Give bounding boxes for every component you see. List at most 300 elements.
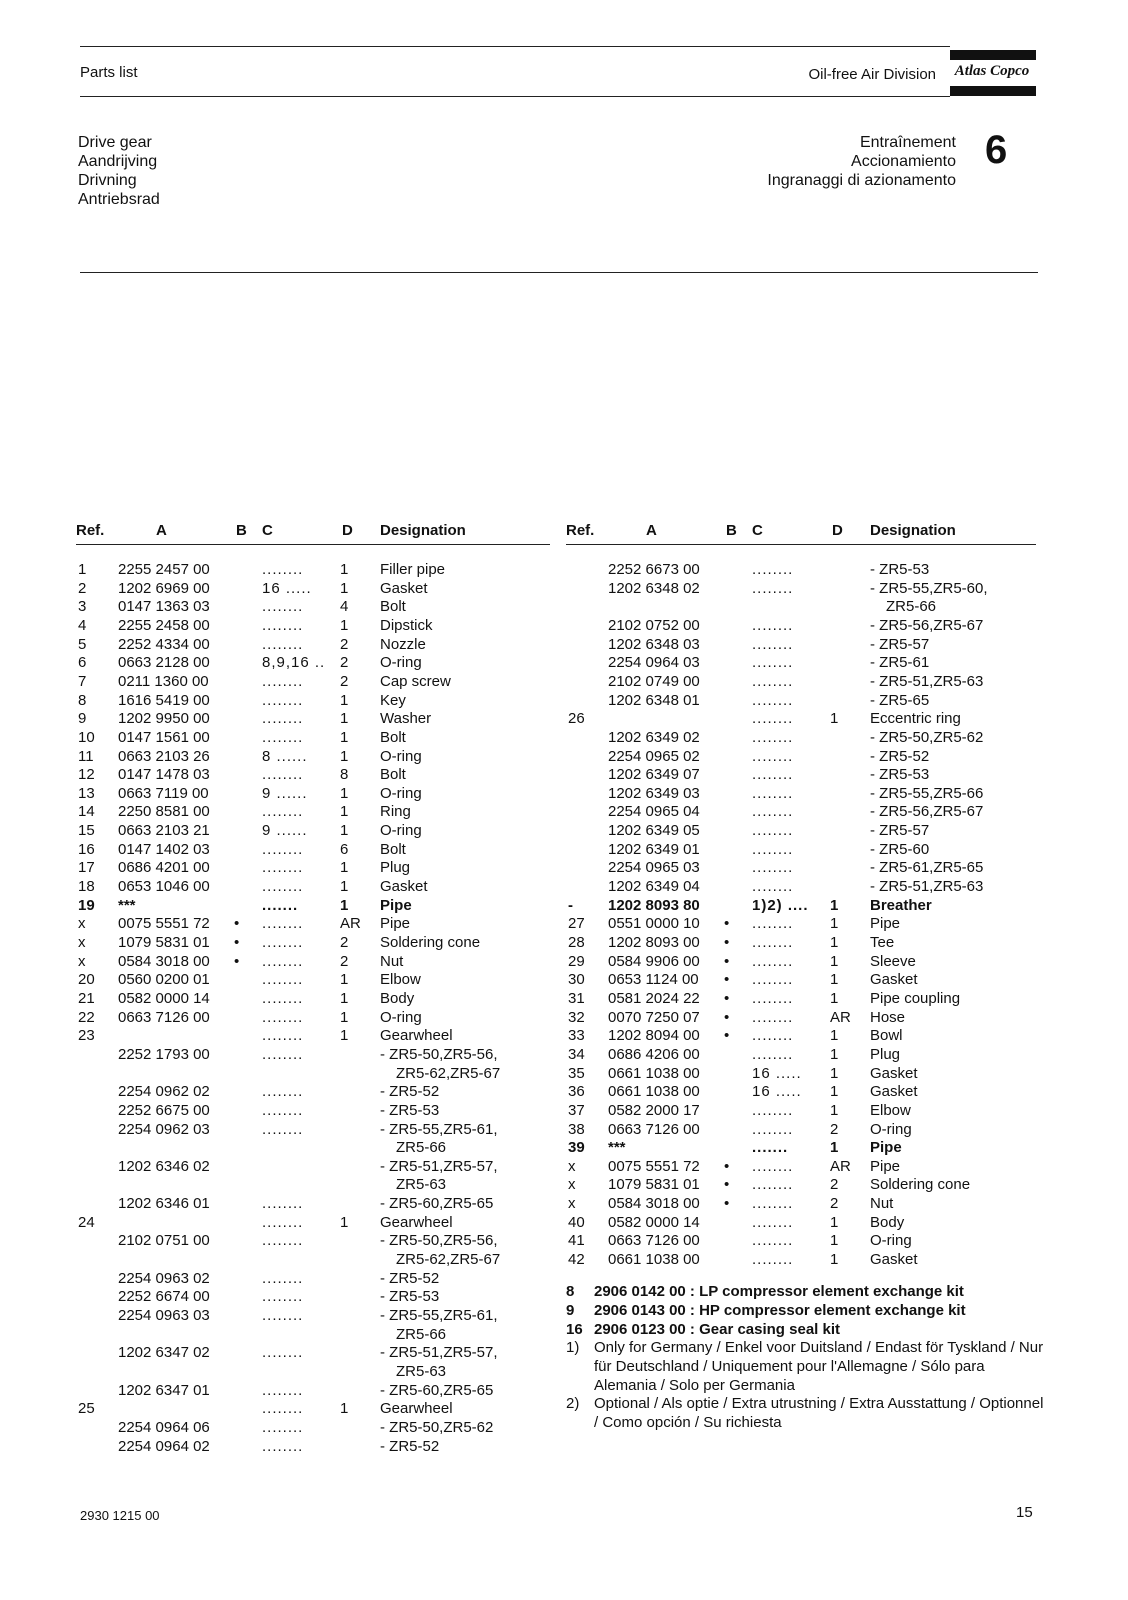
cell-ref: x: [568, 1157, 576, 1175]
cell-c: ........: [752, 691, 794, 709]
cell-a: 2252 4334 00: [118, 635, 210, 653]
title-rule: [80, 272, 1038, 273]
cell-c: ........: [752, 971, 794, 989]
cell-c: ........: [262, 616, 304, 634]
cell-a: 1202 6346 01: [118, 1195, 210, 1213]
cell-d: 1: [340, 971, 349, 989]
table-row: [76, 1120, 546, 1139]
cell-a: 0663 7119 00: [118, 784, 209, 802]
cell-ref: 19: [78, 896, 95, 914]
cell-des: Bowl: [870, 1027, 903, 1045]
cell-d: 2: [340, 934, 349, 951]
cell-a: 0663 2103 21: [118, 822, 210, 840]
column-header-ref: Ref.: [566, 522, 595, 539]
cell-d: 1: [340, 803, 349, 821]
cell-des: Pipe: [380, 896, 412, 914]
cell-a: 2252 6675 00: [118, 1101, 210, 1119]
cell-c: ........: [752, 635, 794, 653]
cell-b: •: [234, 915, 240, 933]
cell-a: 1202 6347 02: [118, 1344, 210, 1362]
cell-des: Body: [870, 1213, 905, 1231]
cell-des: - ZR5-52: [380, 1269, 440, 1287]
table-row: [566, 802, 1036, 821]
right-header-rule: [566, 544, 1036, 545]
cell-des: - ZR5-51,ZR5-57,: [380, 1157, 498, 1175]
cell-ref: 18: [78, 878, 95, 896]
title-line: Accionamiento: [851, 153, 956, 170]
cell-c: ........: [752, 784, 794, 802]
titles-right: [700, 133, 956, 190]
table-row: [566, 1157, 1036, 1176]
column-header-d: D: [342, 522, 353, 539]
table-row: [76, 1082, 546, 1101]
cell-des: Gasket: [870, 1083, 918, 1101]
cell-a: 1202 6346 02: [118, 1157, 210, 1175]
cell-a: 2255 2457 00: [118, 561, 210, 578]
table-row: [566, 970, 1036, 989]
cell-ref: 5: [78, 635, 87, 653]
cell-ref: 11: [78, 747, 94, 765]
cell-c: ........: [262, 989, 304, 1007]
cell-des: O-ring: [380, 654, 422, 672]
column-header-ref: Ref.: [76, 522, 105, 539]
cell-a: 2102 0751 00: [118, 1232, 210, 1250]
cell-ref: 31: [568, 989, 585, 1007]
cell-c: ........: [752, 952, 794, 970]
cell-c: ........: [262, 915, 304, 933]
cell-c: 16 .....: [262, 579, 312, 597]
column-header-a: A: [646, 522, 657, 539]
cell-ref: 24: [78, 1213, 95, 1231]
cell-a: 2254 0964 06: [118, 1418, 210, 1436]
table-row: [76, 672, 546, 691]
cell-c: ........: [262, 635, 304, 653]
cell-c: ........: [752, 822, 794, 840]
titles-left: [78, 133, 160, 209]
cell-c: ........: [752, 1213, 794, 1231]
cell-des: - ZR5-52: [380, 1083, 440, 1101]
cell-a: 1202 6349 07: [608, 766, 700, 784]
table-row: [566, 821, 1036, 840]
cell-des: ZR5-66: [396, 1139, 447, 1157]
doc-number: 2930 1215 00: [80, 1508, 160, 1523]
cell-c: ........: [752, 672, 794, 690]
cell-c: 9 ......: [262, 784, 308, 802]
cell-a: 0661 1038 00: [608, 1064, 700, 1082]
column-header-c: C: [752, 522, 763, 539]
table-row: [76, 840, 546, 859]
table-row: [76, 1269, 546, 1288]
cell-a: 1202 6348 02: [608, 579, 700, 597]
cell-c: ........: [752, 1120, 794, 1138]
cell-c: ........: [262, 598, 304, 616]
table-row: [76, 616, 546, 635]
title-line: Drive gear: [78, 134, 152, 151]
cell-des: Pipe coupling: [870, 989, 961, 1007]
cell-b: •: [724, 1195, 730, 1213]
cell-des: Filler pipe: [380, 561, 446, 578]
cell-des: Plug: [380, 859, 411, 877]
cell-c: ........: [262, 971, 304, 989]
cell-des: Nut: [870, 1195, 894, 1213]
cell-ref: 37: [568, 1101, 585, 1119]
cell-d: 1: [340, 1008, 349, 1026]
cell-d: 1: [830, 915, 839, 933]
cell-a: 2254 0964 02: [118, 1437, 210, 1455]
table-row: [76, 709, 546, 728]
table-row: [76, 1343, 546, 1362]
table-row: [566, 635, 1036, 654]
table-row: [76, 1306, 546, 1325]
cell-des: Gearwheel: [380, 1213, 453, 1231]
table-row: [76, 747, 546, 766]
cell-c: ........: [752, 989, 794, 1007]
cell-c: ........: [262, 1045, 304, 1063]
table-row: [76, 1064, 546, 1083]
cell-ref: x: [78, 934, 86, 951]
cell-c: ........: [262, 1288, 304, 1306]
table-row: [76, 1101, 546, 1120]
cell-c: ........: [262, 1437, 304, 1455]
cell-a: 0582 2000 17: [608, 1101, 700, 1119]
cell-c: ........: [262, 1232, 304, 1250]
cell-d: 1: [830, 710, 839, 728]
table-row: [76, 858, 546, 877]
cell-d: 1: [340, 1400, 349, 1418]
table-row: [566, 840, 1036, 859]
table-row: [566, 952, 1036, 971]
cell-des: - ZR5-57: [870, 822, 930, 840]
cell-a: 1202 8093 80: [608, 896, 700, 914]
cell-des: - ZR5-53: [380, 1288, 440, 1306]
cell-d: 1: [830, 1083, 839, 1101]
cell-des: - ZR5-50,ZR5-56,: [380, 1232, 498, 1250]
cell-c: ........: [262, 728, 304, 746]
cell-c: 8 ......: [262, 747, 308, 765]
cell-d: AR: [830, 1008, 851, 1026]
cell-d: 1: [340, 1027, 349, 1045]
column-header-c: C: [262, 522, 273, 539]
cell-des: Gasket: [380, 878, 428, 896]
cell-a: 0663 2103 26: [118, 747, 210, 765]
cell-d: 1: [340, 616, 349, 634]
footnote-key: 2): [566, 1395, 580, 1412]
cell-d: 1: [830, 1251, 839, 1269]
cell-ref: 16: [78, 840, 95, 858]
table-row: [76, 728, 546, 747]
cell-a: 0584 3018 00: [608, 1195, 700, 1213]
cell-c: 16 .....: [752, 1064, 802, 1082]
cell-a: 0653 1046 00: [118, 878, 210, 896]
cell-d: 1: [340, 579, 349, 597]
title-line: Drivning: [78, 172, 137, 189]
cell-d: 1: [830, 896, 839, 914]
cell-d: 2: [340, 635, 349, 653]
cell-c: ........: [262, 803, 304, 821]
footnote-text: 2906 0142 00 : LP compressor element exchange kit: [594, 1283, 964, 1300]
cell-a: 2102 0749 00: [608, 672, 700, 690]
cell-des: Gasket: [870, 1251, 918, 1269]
table-row: [566, 1008, 1036, 1027]
footnote-text: 2906 0123 00 : Gear casing seal kit: [594, 1321, 840, 1338]
table-row: [566, 1138, 1036, 1157]
table-row: [76, 635, 546, 654]
cell-b: •: [724, 989, 730, 1007]
cell-des: ZR5-62,ZR5-67: [396, 1064, 501, 1082]
table-row: [566, 691, 1036, 710]
cell-a: 0211 1360 00: [118, 672, 209, 690]
cell-a: 2254 0963 03: [118, 1307, 210, 1324]
section-number: 6: [985, 128, 1008, 172]
cell-a: 2254 0965 04: [608, 803, 700, 821]
table-row: [76, 1287, 546, 1306]
cell-des: Bolt: [380, 766, 406, 784]
cell-a: 0560 0200 01: [118, 971, 210, 989]
cell-a: 2254 0964 03: [608, 654, 700, 672]
cell-ref: 10: [78, 728, 95, 746]
cell-ref: 25: [78, 1400, 95, 1418]
cell-b: •: [724, 1176, 730, 1194]
cell-c: ........: [752, 878, 794, 896]
table-row: [76, 1026, 546, 1045]
cell-des: Elbow: [380, 971, 421, 989]
cell-des: - ZR5-61: [870, 654, 930, 672]
cell-ref: 3: [78, 598, 87, 616]
cell-c: 8,9,16 ..: [262, 654, 326, 672]
cell-a: 1202 6349 01: [608, 840, 700, 858]
cell-a: 0147 1402 03: [118, 840, 210, 858]
cell-a: 1202 6349 05: [608, 822, 700, 840]
cell-a: 2254 0965 02: [608, 747, 700, 765]
cell-c: ........: [752, 1232, 794, 1250]
table-row: [76, 1194, 546, 1213]
cell-des: Hose: [870, 1008, 906, 1026]
cell-c: ........: [262, 1120, 304, 1138]
cell-d: 1: [830, 1232, 839, 1250]
cell-des: Pipe: [870, 1157, 901, 1175]
title-line: Aandrijving: [78, 153, 158, 170]
table-row: [566, 597, 1036, 616]
cell-d: AR: [830, 1157, 851, 1175]
cell-c: ........: [262, 1400, 304, 1418]
table-row: [566, 579, 1036, 598]
column-header-d: D: [832, 522, 843, 539]
cell-d: 2: [340, 654, 349, 672]
cell-des: - ZR5-53: [870, 766, 930, 784]
table-row: [76, 1045, 546, 1064]
header-division: Oil-free Air Division: [808, 66, 936, 83]
cell-ref: 8: [78, 691, 87, 709]
cell-des: - ZR5-55,ZR5-66: [870, 784, 984, 802]
header-left-title: Parts list: [80, 64, 138, 81]
cell-d: 1: [340, 896, 349, 914]
cell-a: 0584 3018 00: [118, 952, 210, 970]
cell-c: ........: [752, 710, 794, 728]
table-row: [566, 765, 1036, 784]
table-row: [76, 1399, 546, 1418]
cell-des: - ZR5-53: [380, 1101, 440, 1119]
cell-d: 1: [340, 747, 349, 765]
cell-ref: 14: [78, 803, 95, 821]
cell-ref: 22: [78, 1008, 95, 1026]
table-row: [566, 896, 1036, 915]
cell-a: 1202 9950 00: [118, 710, 210, 728]
cell-a: 0147 1561 00: [118, 728, 210, 746]
table-row: [566, 1082, 1036, 1101]
cell-des: - ZR5-53: [870, 561, 930, 578]
cell-a: 1079 5831 01: [118, 934, 210, 951]
cell-des: Bolt: [380, 728, 406, 746]
cell-des: Plug: [870, 1045, 901, 1063]
table-row: [566, 1101, 1036, 1120]
cell-c: ........: [752, 747, 794, 765]
table-row: [566, 653, 1036, 672]
cell-d: 2: [340, 672, 349, 690]
cell-ref: 13: [78, 784, 95, 802]
table-row: [76, 1325, 546, 1344]
cell-ref: 15: [78, 822, 95, 840]
table-row: [76, 1157, 546, 1176]
footnote-text: Optional / Als optie / Extra utrustning / Extra Ausstattung / Optionnel / Como opción / Su richiesta: [594, 1395, 1044, 1431]
cell-ref: 9: [78, 710, 87, 728]
cell-ref: 7: [78, 672, 87, 690]
cell-des: - ZR5-56,ZR5-67: [870, 616, 984, 634]
cell-d: 1: [340, 784, 349, 802]
cell-des: ZR5-63: [396, 1176, 447, 1194]
cell-a: 1202 8093 00: [608, 934, 700, 951]
cell-a: 0581 2024 22: [608, 989, 700, 1007]
cell-a: 0070 7250 07: [608, 1008, 700, 1026]
cell-ref: 35: [568, 1064, 585, 1082]
table-row: [566, 672, 1036, 691]
cell-des: - ZR5-56,ZR5-67: [870, 803, 984, 821]
table-row: [76, 1418, 546, 1437]
cell-des: ZR5-66: [396, 1325, 447, 1343]
table-row: [76, 1362, 546, 1381]
cell-des: Ring: [380, 803, 411, 821]
cell-a: 1202 8094 00: [608, 1027, 700, 1045]
cell-des: Breather: [870, 896, 932, 914]
cell-c: ........: [752, 1251, 794, 1269]
cell-ref: -: [568, 896, 573, 914]
cell-c: ........: [752, 1195, 794, 1213]
cell-c: ........: [752, 654, 794, 672]
cell-d: 1: [340, 859, 349, 877]
cell-c: ........: [752, 840, 794, 858]
table-row: [566, 616, 1036, 635]
cell-des: - ZR5-50,ZR5-62: [870, 728, 984, 746]
cell-des: Gearwheel: [380, 1027, 453, 1045]
cell-des: Sleeve: [870, 952, 916, 970]
cell-des: Bolt: [380, 598, 406, 616]
cell-ref: 26: [568, 710, 585, 728]
cell-ref: 36: [568, 1083, 585, 1101]
table-row: [76, 1231, 546, 1250]
table-row: [76, 970, 546, 989]
cell-a: 0582 0000 14: [608, 1213, 700, 1231]
cell-d: 1: [340, 989, 349, 1007]
cell-d: 1: [830, 1101, 839, 1119]
cell-des: Cap screw: [380, 672, 451, 690]
table-row: [76, 933, 546, 952]
cell-a: 1616 5419 00: [118, 691, 210, 709]
cell-ref: 39: [568, 1139, 585, 1157]
cell-c: ........: [262, 1027, 304, 1045]
table-row: [566, 1026, 1036, 1045]
cell-d: 1: [340, 561, 349, 578]
table-row: [566, 728, 1036, 747]
cell-ref: 34: [568, 1045, 585, 1063]
cell-des: O-ring: [380, 747, 422, 765]
cell-d: 1: [830, 1045, 839, 1063]
cell-c: ........: [262, 1269, 304, 1287]
cell-des: Key: [380, 691, 406, 709]
cell-ref: 17: [78, 859, 95, 877]
cell-des: Gasket: [380, 579, 428, 597]
header-top-rule: [80, 46, 950, 47]
cell-d: 1: [340, 822, 349, 840]
table-row: [76, 653, 546, 672]
table-row: [566, 1213, 1036, 1232]
cell-c: ........: [752, 728, 794, 746]
cell-d: 1: [830, 971, 839, 989]
cell-d: 1: [340, 710, 349, 728]
cell-d: 1: [340, 878, 349, 896]
table-row: [566, 784, 1036, 803]
cell-c: ........: [752, 1027, 794, 1045]
cell-a: 0663 7126 00: [608, 1232, 700, 1250]
footnote-key: 8: [566, 1283, 575, 1300]
cell-b: •: [234, 952, 240, 970]
cell-a: 2252 6673 00: [608, 561, 700, 578]
cell-des: Nozzle: [380, 635, 426, 653]
cell-des: Eccentric ring: [870, 710, 961, 728]
cell-ref: 41: [568, 1232, 585, 1250]
cell-d: 1: [340, 691, 349, 709]
table-row: [566, 1120, 1036, 1139]
cell-des: - ZR5-60,ZR5-65: [380, 1381, 494, 1399]
cell-a: 1202 6348 01: [608, 691, 700, 709]
cell-a: 0147 1478 03: [118, 766, 210, 784]
logo-bar-bottom: [950, 86, 1036, 96]
table-row: [76, 560, 546, 579]
cell-b: •: [234, 934, 240, 951]
cell-des: O-ring: [380, 1008, 422, 1026]
cell-des: - ZR5-51,ZR5-57,: [380, 1344, 498, 1362]
cell-a: ***: [608, 1139, 626, 1157]
cell-des: - ZR5-52: [380, 1437, 440, 1455]
cell-a: 0663 7126 00: [608, 1120, 700, 1138]
table-row: [76, 1213, 546, 1232]
cell-ref: x: [78, 915, 86, 933]
cell-des: Dipstick: [380, 616, 433, 634]
cell-des: Pipe: [380, 915, 411, 933]
cell-d: 4: [340, 598, 349, 616]
cell-c: ........: [262, 934, 304, 951]
cell-c: ........: [262, 1195, 304, 1213]
column-header-b: B: [726, 522, 737, 539]
cell-d: AR: [340, 915, 361, 933]
cell-d: 6: [340, 840, 349, 858]
cell-des: - ZR5-55,ZR5-60,: [870, 579, 988, 597]
cell-ref: 20: [78, 971, 95, 989]
cell-a: 2254 0965 03: [608, 859, 700, 877]
cell-c: ........: [752, 579, 794, 597]
cell-des: - ZR5-60,ZR5-65: [380, 1195, 494, 1213]
cell-ref: 28: [568, 934, 585, 951]
header-bottom-rule: [80, 96, 950, 97]
cell-a: 0653 1124 00: [608, 971, 699, 989]
